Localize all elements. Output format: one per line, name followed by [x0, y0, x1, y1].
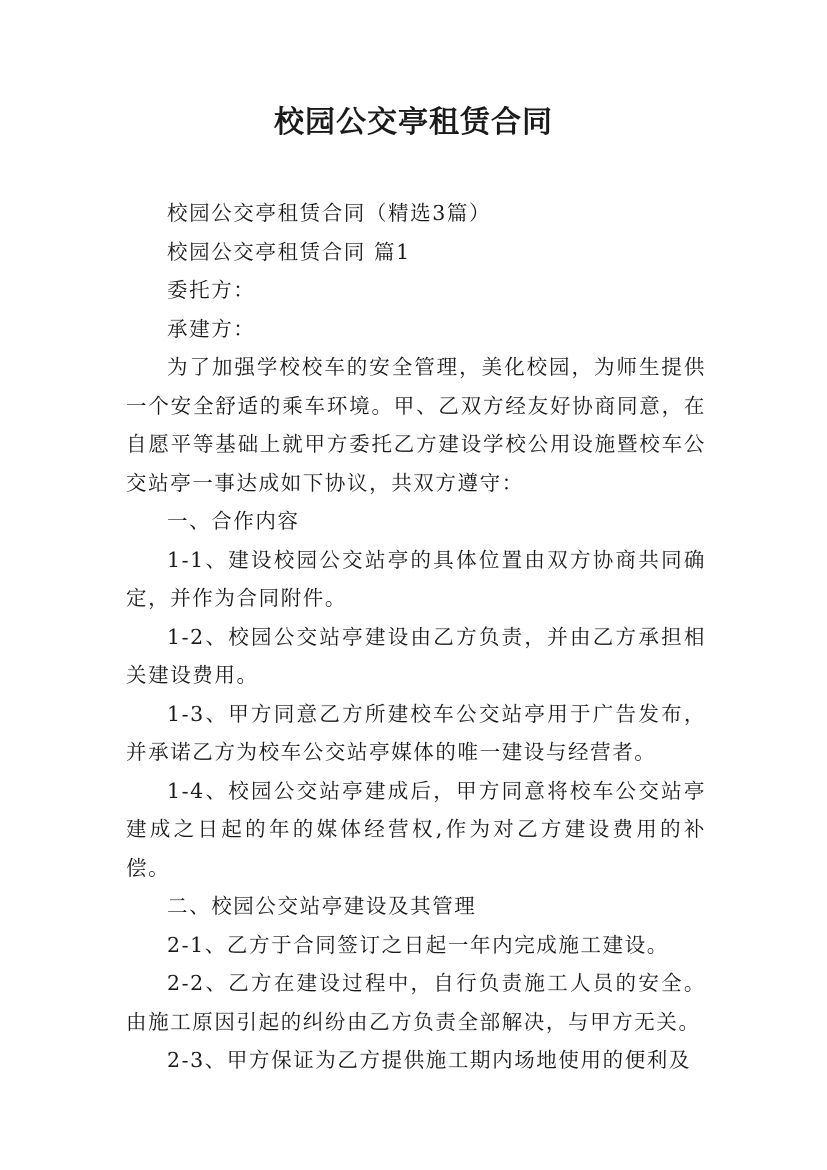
paragraph-preamble: 为了加强学校校车的安全管理，美化校园，为师生提供一个安全舒适的乘车环境。甲、乙双方经友好协商同意，在自愿平等基础上就甲方委托乙方建设学校公用设施暨校车公交站亭一事达成如下协议，共双方遵守： [126, 355, 706, 495]
paragraph-clause-2-1: 2-1、乙方于合同签订之日起一年内完成施工建设。 [167, 932, 669, 957]
paragraph-heading-construction: 二、校园公交站亭建设及其管理 [167, 894, 477, 918]
document-title: 校园公交亭租赁合同 [274, 105, 553, 140]
paragraph-clause-2-2: 2-2、乙方在建设过程中，自行负责施工人员的安全。由施工原因引起的纠纷由乙方负责全部解决，与甲方无关。 [126, 971, 706, 1034]
paragraph-clause-1-1: 1-1、建设校园公交站亭的具体位置由双方协商共同确定，并作为合同附件。 [126, 547, 706, 610]
document-body [126, 194, 706, 1080]
paragraph-subtitle: 校园公交亭租赁合同（精选3篇） [167, 201, 492, 225]
paragraph-clause-1-2: 1-2、校园公交站亭建设由乙方负责，并由乙方承担相关建设费用。 [126, 624, 706, 687]
paragraph-heading-cooperation: 一、合作内容 [167, 509, 300, 533]
paragraph-client: 委托方： [167, 278, 256, 302]
paragraph-clause-1-4: 1-4、校园公交站亭建成后，甲方同意将校车公交站亭建成之日起的年的媒体经营权,作为对乙方建设费用的补偿。 [126, 778, 706, 880]
paragraph-clause-2-3: 2-3、甲方保证为乙方提供施工期内场地使用的便利及 [167, 1048, 692, 1072]
paragraph-contractor: 承建方： [167, 316, 256, 341]
paragraph-section-heading: 校园公交亭租赁合同 篇1 [167, 239, 411, 264]
paragraph-clause-1-3: 1-3、甲方同意乙方所建校车公交站亭用于广告发布，并承诺乙方为校车公交站亭媒体的唯一建设与经营者。 [126, 701, 706, 764]
